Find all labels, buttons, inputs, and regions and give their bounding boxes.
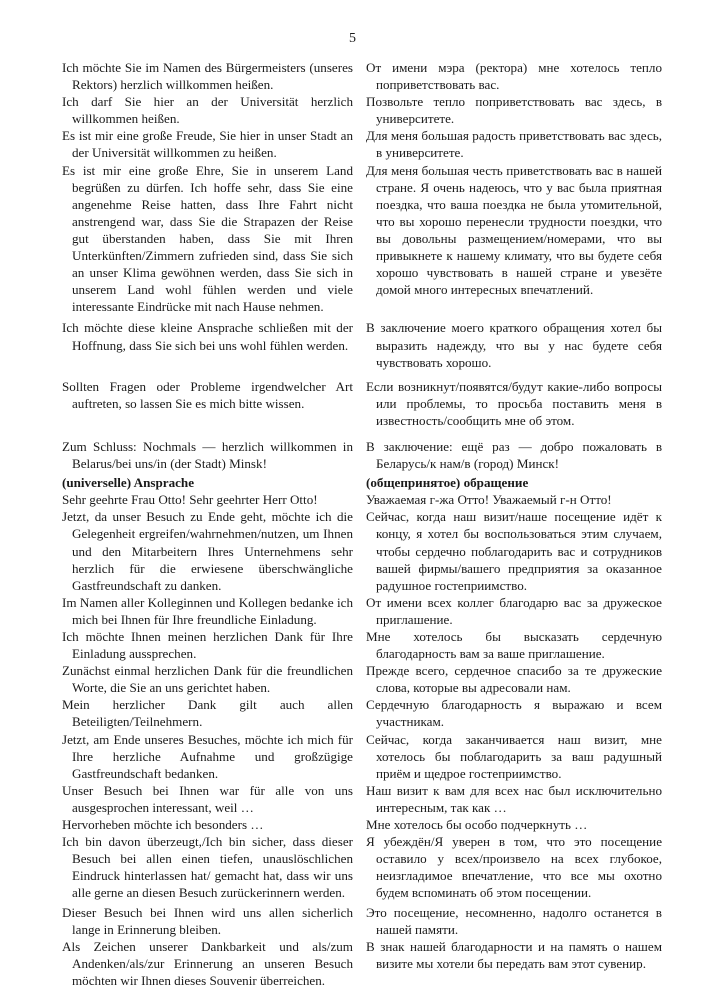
russian-phrase: Прежде всего, сердечное спасибо за те дружеские слова, которые вы адресовали нам. <box>366 663 662 696</box>
phrase-row <box>62 59 662 93</box>
russian-phrase: Позвольте тепло поприветствовать вас здесь, в университете. <box>366 94 662 127</box>
phrase-row <box>62 662 662 696</box>
russian-phrase: Сейчас, когда заканчивается наш визит, мне хотелось бы поблагодарить за ваш радушный приём и щедрое гостеприимство. <box>366 731 662 781</box>
german-phrase: Als Zeichen unserer Dankbarkeit und als/zum Andenken/als/zur Erinnerung an unseren Besuch möchten wir Ihnen dieses Souvenir überreichen. <box>62 938 353 988</box>
german-phrase: Ich möchte Ihnen meinen herzlichen Dank für Ihre Einladung aussprechen. <box>62 629 353 662</box>
russian-phrase: Мне хотелось бы высказать сердечную благодарность вам за ваше приглашение. <box>366 629 662 662</box>
phrase-row <box>62 319 662 370</box>
russian-phrase: Мне хотелось бы особо подчеркнуть … <box>366 817 588 833</box>
german-phrase: Ich möchte diese kleine Ansprache schließen mit der Hoffnung, dass Sie sich bei uns wohl fühlen werden. <box>62 320 353 353</box>
phrase-row <box>62 696 662 730</box>
phrase-row <box>62 816 662 833</box>
german-phrase: Hervorheben möchte ich besonders … <box>62 817 264 833</box>
german-phrase: Es ist mir eine große Freude, Sie hier in unser Stadt an der Universität willkommen zu heißen. <box>62 128 353 161</box>
german-phrase: Im Namen aller Kolleginnen und Kollegen bedanke ich mich bei Ihnen für Ihre freundliche Einladung. <box>62 594 353 627</box>
phrase-row <box>62 904 662 938</box>
german-phrase: Zunächst einmal herzlichen Dank für die freundlichen Worte, die Sie an uns gerichtet haben. <box>62 663 353 696</box>
page-number: 5 <box>349 31 356 46</box>
russian-phrase: Это посещение, несомненно, надолго останется в нашей памяти. <box>366 904 662 937</box>
phrase-row <box>62 491 662 508</box>
german-phrase: Es ist mir eine große Ehre, Sie in unserem Land begrüßen zu dürfen. Ich hoffe sehr, dass Sie eine angenehme Reise hatten, dass Ihre Fahrt nicht anstrengend war, dass Sie die Strapazen der Reise gut überstanden haben, dass Sie mit Ihren Unterkünften/Zimmern zufrieden sind, dass Sie sich an unser Klima gewöhnen werden, dass Sie sich in unserem Land wohl fühlen werden und viele interessante Eindrücke mit nach Hause nehmen. <box>62 162 353 315</box>
german-phrase: Ich möchte Sie im Namen des Bürgermeisters (unseres Rektors) herzlich willkommen heißen. <box>62 60 353 93</box>
phrase-row <box>62 594 662 628</box>
section-heading-row <box>62 474 662 491</box>
russian-phrase: Сейчас, когда наш визит/наше посещение идёт к концу, я хотел бы воспользоваться этим случаем, чтобы сердечно поблагодарить вас и сотрудников вашей фирмы/вашего предприятия за оказанное радушное гостеприимство. <box>366 509 662 593</box>
russian-phrase: Для меня большая честь приветствовать вас в нашей стране. Я очень надеюсь, что у вас была приятная поездка, что ваша поездка не была утомительной, что вы хорошо перенесли трудности поездки, что вы довольны размещением/номерами, что вы привыкнете к нашему климату, что вы будете себя хорошо чувствовать в нашей стране и увезёте домой много интересных впечатлений. <box>366 162 662 298</box>
german-phrase: Mein herzlicher Dank gilt auch allen Beteiligten/Teilnehmern. <box>62 697 353 730</box>
russian-phrase: В знак нашей благодарности и на память о нашем визите мы хотели бы передать вам этот сувенир. <box>366 938 662 971</box>
german-phrase: Dieser Besuch bei Ihnen wird uns allen sicherlich lange in Erinnerung bleiben. <box>62 904 353 937</box>
russian-phrase: Я убеждён/Я уверен в том, что это посещение оставило у всех/произвело на всех глубокое, неизгладимое впечатление, что все мы охотно будем вспоминать об этом посещении. <box>366 834 662 901</box>
phrase-row <box>62 628 662 662</box>
phrase-row <box>62 508 662 593</box>
german-phrase: Jetzt, da unser Besuch zu Ende geht, möchte ich die Gelegenheit ergreifen/wahrnehmen/nutzen, um Ihnen und den Mitarbeitern Ihres Unternehmens sehr herzlich für die erwiesene überschwängliche Gastfreundschaft zu danken. <box>62 509 353 593</box>
german-phrase: Sehr geehrte Frau Otto! Sehr geehrter Herr Otto! <box>62 492 318 508</box>
phrase-row <box>62 731 662 782</box>
phrase-row <box>62 782 662 816</box>
german-phrase: Jetzt, am Ende unseres Besuches, möchte ich mich für Ihre herzliche Aufnahme und großzügige Gastfreundschaft bedanken. <box>62 731 353 781</box>
phrase-row <box>62 438 662 472</box>
russian-phrase: Для меня большая радость приветствовать вас здесь, в университете. <box>366 128 662 161</box>
german-phrase: Unser Besuch bei Ihnen war für alle von uns ausgesprochen interessant, weil … <box>62 782 353 815</box>
phrase-row <box>62 162 662 316</box>
phrase-row <box>62 127 662 161</box>
german-phrase: Ich darf Sie hier an der Universität herzlich willkommen heißen. <box>62 94 353 127</box>
russian-phrase: В заключение моего краткого обращения хотел бы выразить надежду, что вы у нас будете себя чувствовать хорошо. <box>366 320 662 370</box>
russian-phrase: От имени всех коллег благодарю вас за дружеское приглашение. <box>366 594 662 627</box>
german-phrase: Zum Schluss: Nochmals — herzlich willkommen in Belarus/bei uns/in (der Stadt) Minsk! <box>62 438 353 472</box>
german-phrase: Sollten Fragen oder Probleme irgendwelcher Art auftreten, so lassen Sie es mich bitte wissen. <box>62 378 353 411</box>
russian-phrase: Уважаемая г-жа Отто! Уважаемый г-н Отто! <box>366 492 612 508</box>
russian-phrase: В заключение: ещё раз — добро пожаловать в Беларусь/к нам/в (город) Минск! <box>366 438 662 472</box>
phrase-row <box>62 378 662 429</box>
phrase-row <box>62 93 662 127</box>
russian-phrase: От имени мэра (ректора) мне хотелось тепло поприветствовать вас. <box>366 60 662 93</box>
section-heading-russian: (общепринятое) обращение <box>366 475 529 491</box>
russian-phrase: Сердечную благодарность я выражаю и всем участникам. <box>366 697 662 730</box>
phrase-row <box>62 833 662 901</box>
phrase-table <box>62 59 662 989</box>
russian-phrase: Если возникнут/появятся/будут какие-либо вопросы или проблемы, то просьба поставить меня в известность/сообщить мне об этом. <box>366 378 662 428</box>
german-phrase: Ich bin davon überzeugt,/Ich bin sicher, dass dieser Besuch bei allen einen tiefen, unauslöschlichen Eindruck hinterlassen hat/ gemacht hat, dass wir uns alle gerne an diesen Besuch zurückerinnern werden. <box>62 834 353 901</box>
russian-phrase: Наш визит к вам для всех нас был исключительно интересным, так как … <box>366 782 662 815</box>
phrase-row <box>62 938 662 989</box>
section-heading-german: (universelle) Ansprache <box>62 475 195 491</box>
